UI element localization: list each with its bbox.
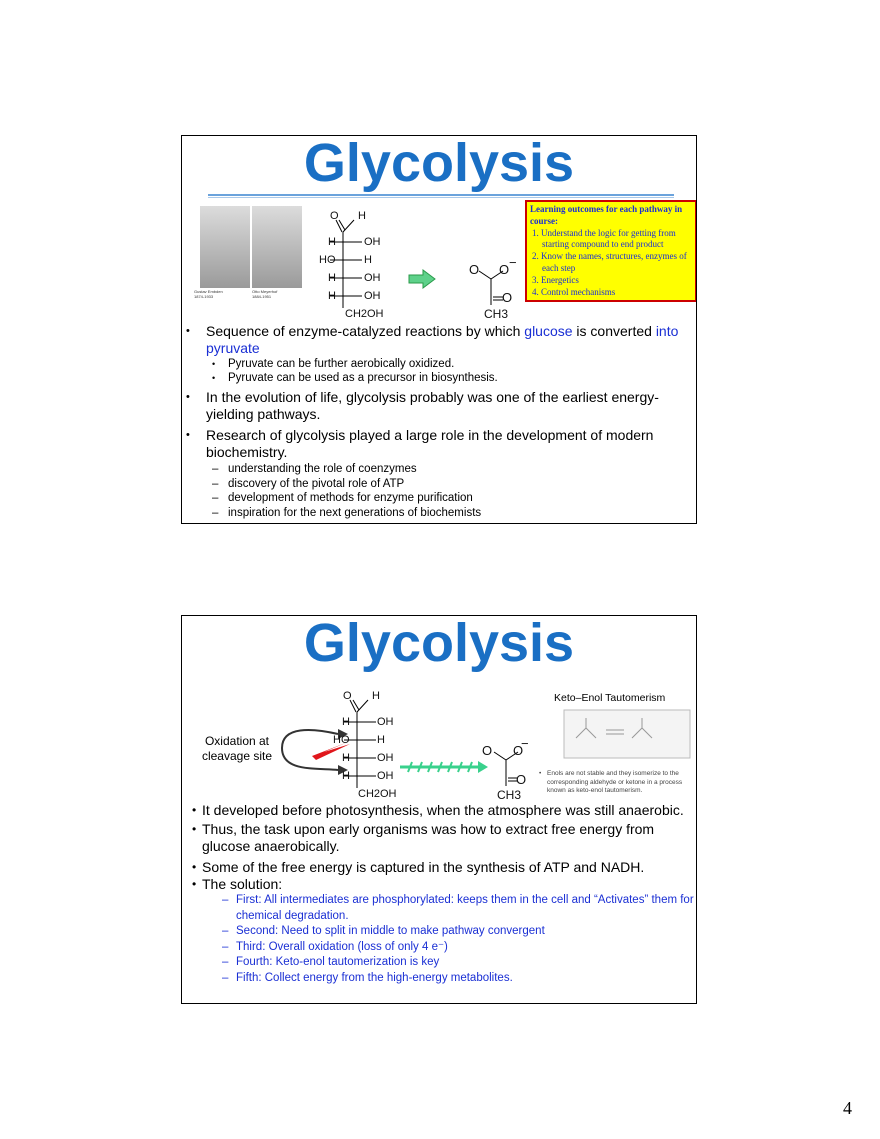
sub-dash-item: – development of methods for enzyme purification [212,492,473,504]
slide-2-title: Glycolysis [303,615,575,673]
learning-outcome-item: 3. Energetics [532,274,579,285]
glucose-c4-right: OH [377,752,394,764]
glucose-c2-right: OH [377,716,394,728]
glucose-c5-left: H [328,290,336,302]
pyruvate-ch3: CH3 [484,307,509,321]
learning-outcomes-heading: Learning outcomes for each pathway in course: [530,204,683,226]
sub-dash-item: – inspiration for the next generations of biochemists [212,506,482,519]
glucose-c5-left: H [342,770,350,782]
glucose-ch2oh: CH2OH [345,308,384,320]
title-underline [208,194,674,196]
glucose-c2-left: H [328,236,336,248]
glucose-c3-left: HO [319,254,336,266]
bullet-before-photosynthesis: • It developed before photosynthesis, when the atmosphere was still anaerobic. [192,802,684,818]
slide-2 [181,615,697,1004]
glucose-c3-right: H [364,254,372,266]
glucose-o: O [330,210,339,222]
glucose-c3-left: HO [333,734,350,746]
portrait-meyerhof-image [252,206,302,288]
glucose-c3-right: H [377,734,385,746]
bullet-task: • Thus, the task upon early organisms was how to extract free energy from glucose anaerobically. [192,821,655,854]
glucose-c5-right: OH [377,770,394,782]
slide-1 [181,135,697,524]
keto-enol-diagram-image [562,708,692,760]
sub-dash-item: – understanding the role of coenzymes [212,463,417,475]
bullet-research: • Research of glycolysis played a large role in the development of modern biochemistry. [186,427,654,460]
sub-bullet: • Pyruvate can be used as a precursor in biosynthesis. [212,372,498,384]
oxidation-label: Oxidation at cleavage site [201,734,273,763]
multistep-arrow-icon [398,759,490,775]
solution-item: – Fifth: Collect energy from the high-energy metabolites. [222,971,513,984]
pyruvate-ch3: CH3 [497,788,522,802]
solution-item: – First: All intermediates are phosphorylated: keeps them in the cell and “Activates” them for chemical degradation. [222,894,694,922]
solution-item: – Fourth: Keto-enol tautomerization is key [222,956,440,968]
slide-1-title: Glycolysis [303,135,575,193]
glucose-c2-right: OH [364,236,381,248]
page-number: 4 [843,1098,852,1118]
glucose-c4-left: H [342,752,350,764]
pyruvate-o1: O [469,262,480,277]
keto-enol-note: • Enols are not stable and they isomerize to the corresponding aldehyde or ketone in a process known as keto-enol tautomerism. [539,770,683,794]
solution-item: – Second: Need to split in middle to make pathway convergent [222,925,545,937]
learning-outcomes-box [525,200,697,302]
pyruvate-charge: − [509,255,517,270]
caption-embden: Gustav Embden 1874-1933 [194,289,223,299]
pyruvate-o2: O [513,743,524,758]
glucose-c4-right: OH [364,272,381,284]
pyruvate-o1: O [482,743,493,758]
glucose-c5-right: OH [364,290,381,302]
learning-outcome-item: 4. Control mechanisms [532,286,616,297]
glucose-c2-left: H [342,716,350,728]
pyruvate-charge: − [521,736,529,751]
reaction-arrow-icon [407,268,437,290]
glucose-highlight: glucose [524,323,573,339]
keto-enol-title: Keto–Enol Tautomerism [554,692,666,704]
title-underline-2 [208,197,674,198]
glucose-h: H [372,690,380,702]
glucose-c4-left: H [328,272,336,284]
slide-2-bullets [182,802,696,986]
glucose-h: H [358,210,366,222]
solution-item: – Third: Overall oxidation (loss of only 4 e⁻) [222,940,448,953]
learning-outcome-item: 2. Know the names, structures, enzymes of each step [532,251,687,273]
bullet-glycolysis-definition: • Sequence of enzyme-catalyzed reactions by which glucose is converted into pyruvate [186,323,679,356]
learning-outcome-item: 1. Understand the logic for getting from starting compound to end product [532,227,676,250]
pyruvate-o3: O [516,772,527,787]
caption-meyerhof: Otto Meyerhof 1884-1951 [252,289,278,299]
bullet-evolution: • In the evolution of life, glycolysis probably was one of the earliest energy-yielding pathways. [186,389,659,422]
bullet-free-energy: • Some of the free energy is captured in the synthesis of ATP and NADH. [192,859,645,875]
sub-bullet: • Pyruvate can be further aerobically oxidized. [212,358,455,370]
sub-dash-item: – discovery of the pivotal role of ATP [212,477,405,490]
pyruvate-o3: O [502,290,513,305]
slide-1-bullets [182,323,696,520]
glucose-o: O [343,690,352,702]
pyruvate-highlight: into pyruvate [206,323,679,356]
portrait-embden-image [200,206,250,288]
bullet-solution: • The solution: [192,876,283,892]
glucose-ch2oh: CH2OH [358,788,397,800]
pyruvate-o2: O [499,262,510,277]
